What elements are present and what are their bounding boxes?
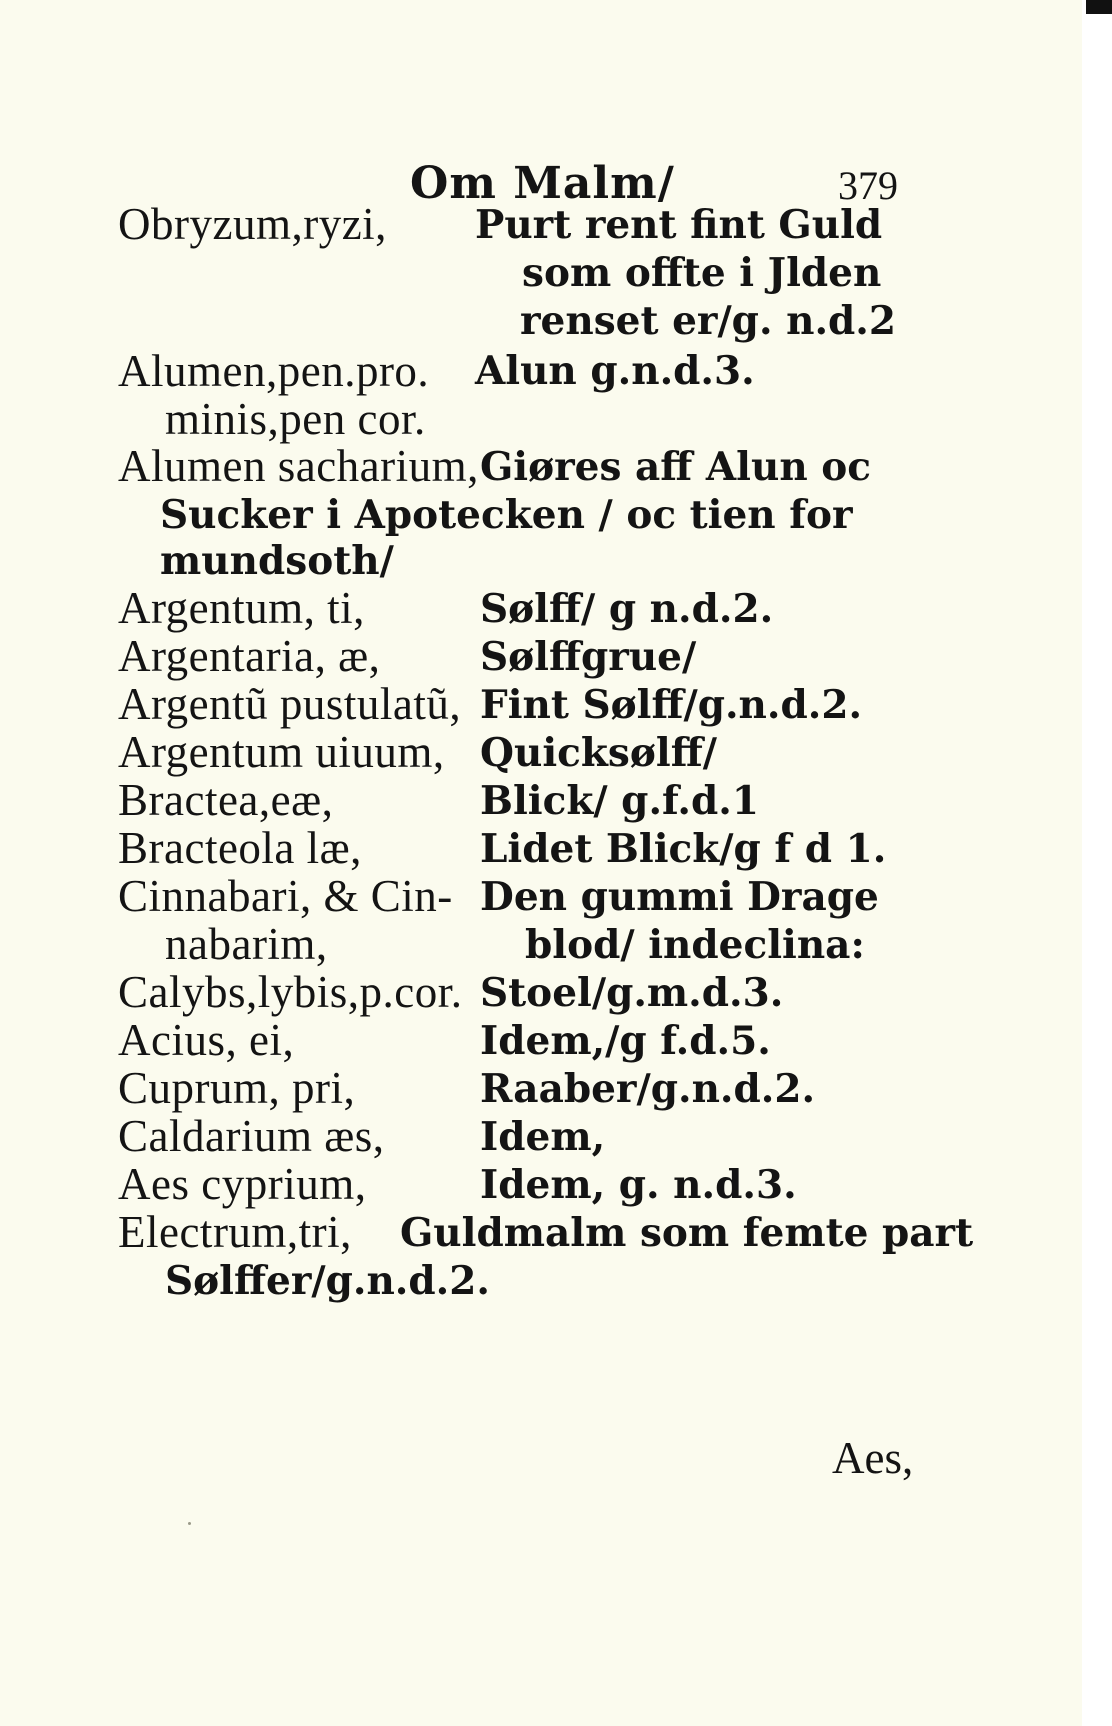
entry-gloss: Stoel/g.m.d.3. [480, 970, 784, 1016]
entry-latin: Argentũ pustulatũ, [118, 679, 462, 729]
entry-latin: Calybs,lybis,p.cor. [118, 967, 463, 1017]
running-title: Om Malm/ [410, 158, 675, 209]
scan-margin [1082, 0, 1112, 1726]
entry-latin: Cuprum, pri, [118, 1063, 356, 1113]
entry-gloss: Blick/ g.f.d.1 [480, 778, 759, 824]
entry-latin-continued: nabarim, [165, 919, 328, 969]
entry-gloss: Quicksølff/ [480, 730, 717, 776]
entry-latin: Argentum uiuum, [118, 727, 445, 777]
entry-gloss-continued: mundsoth/ [160, 538, 394, 584]
entry-latin: Cinnabari, & Cin- [118, 871, 453, 921]
entry-gloss: Idem, [480, 1114, 606, 1160]
entry-gloss-continued: Sølffer/g.n.d.2. [165, 1258, 490, 1304]
catchword: Aes, [832, 1433, 914, 1483]
entry-gloss: Alun g.n.d.3. [475, 348, 755, 394]
entry-gloss: Lidet Blick/g f d 1. [480, 826, 887, 872]
paper-speck [188, 1522, 191, 1525]
entry-gloss: Purt rent fint Guld [475, 202, 883, 248]
entry-latin: Argentum, ti, [118, 583, 365, 633]
entry-latin: Electrum,tri, [118, 1207, 352, 1257]
entry-latin: Bracteola læ, [118, 823, 362, 873]
entry-latin: Alumen sacharium, [118, 441, 479, 491]
entry-latin: Alumen,pen.pro. [118, 346, 430, 396]
entry-gloss: Raaber/g.n.d.2. [480, 1066, 816, 1112]
entry-gloss: Idem,/g f.d.5. [480, 1018, 771, 1064]
entry-latin: Argentaria, æ, [118, 631, 381, 681]
entry-gloss: Sølffgrue/ [480, 634, 697, 680]
entry-latin: Caldarium æs, [118, 1111, 385, 1161]
entry-gloss-continued: Sucker i Apotecken / oc tien for [160, 492, 853, 538]
entry-latin: Aes cyprium, [118, 1159, 367, 1209]
entry-latin: Bractea,eæ, [118, 775, 334, 825]
entry-gloss-continued: som offte i Jlden [522, 250, 882, 296]
entry-latin-continued: minis,pen cor. [165, 394, 426, 444]
entry-gloss: Idem, g. n.d.3. [480, 1162, 797, 1208]
entry-latin: Obryzum,ryzi, [118, 199, 387, 249]
entry-gloss-continued: renset er/g. n.d.2 [520, 298, 897, 344]
entry-gloss: Guldmalm som femte part [400, 1210, 974, 1256]
entry-gloss: Den gummi Drage [480, 874, 879, 920]
entry-gloss: Giøres aff Alun oc [480, 444, 872, 490]
entry-gloss-continued: blod/ indeclina: [525, 922, 865, 968]
entry-gloss: Sølff/ g n.d.2. [480, 586, 774, 632]
scan-edge-mark [1086, 0, 1112, 14]
page-number: 379 [838, 163, 898, 208]
entry-latin: Acius, ei, [118, 1015, 295, 1065]
entry-gloss: Fint Sølff/g.n.d.2. [480, 682, 863, 728]
